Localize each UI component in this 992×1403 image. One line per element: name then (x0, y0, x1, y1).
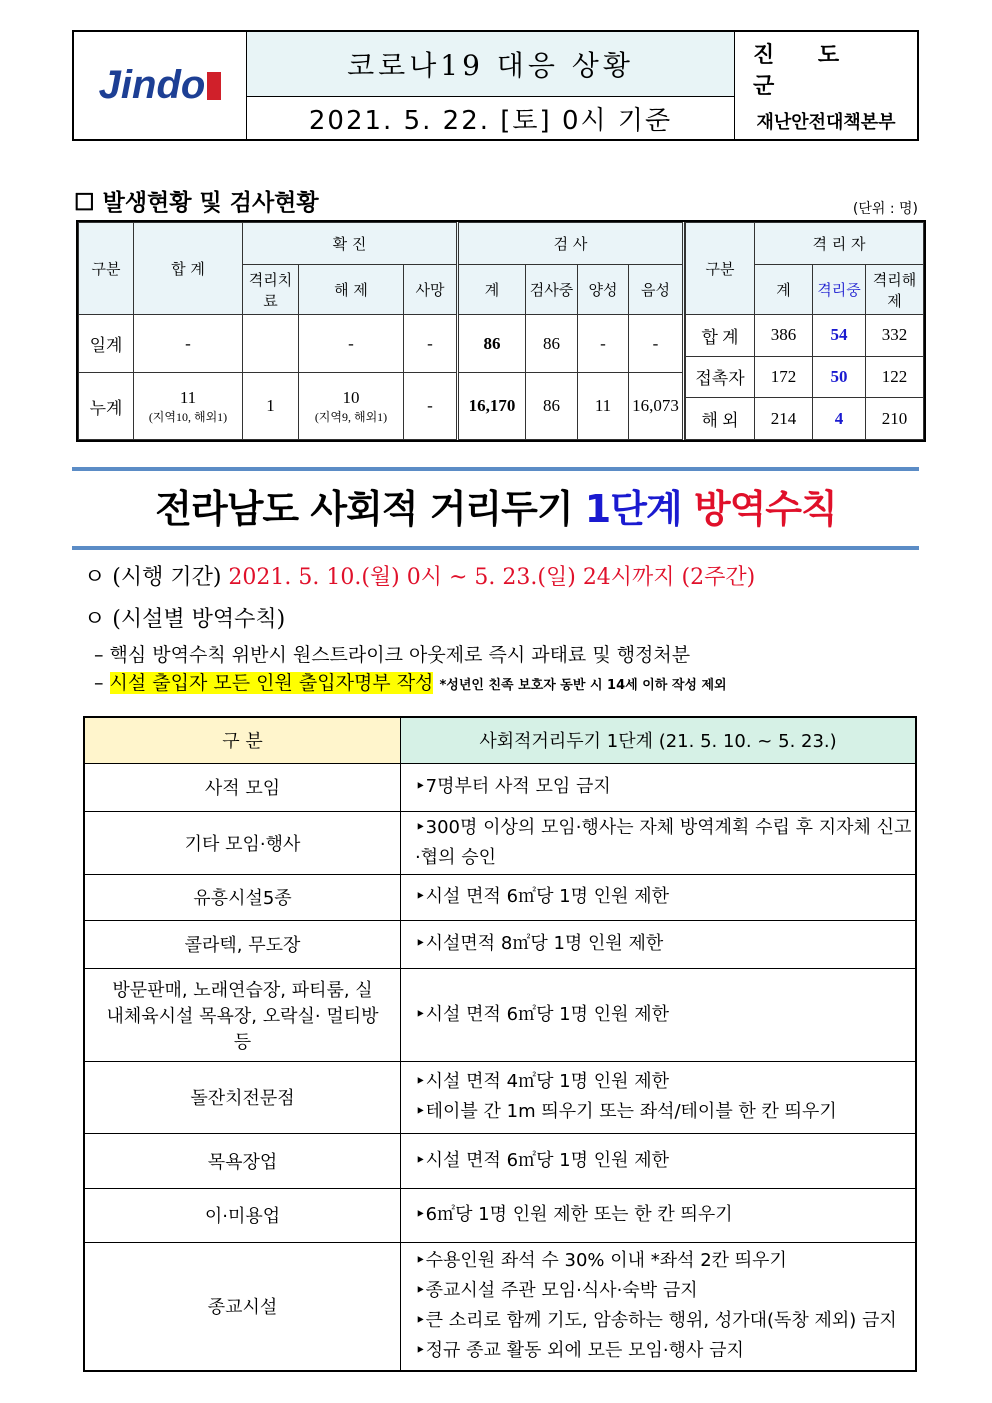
rule-item: ‣7명부터 사적 모임 금지 (415, 776, 611, 797)
category-cell: 방문판매, 노래연습장, 파티룸, 실내체육시설 목욕장, 오락실· 멀티방 등 (84, 968, 401, 1061)
cell: - (299, 315, 404, 373)
divider (72, 546, 919, 550)
category-cell: 유흥시설5종 (84, 874, 401, 920)
rule-item: ‣큰 소리로 함께 기도, 암송하는 행위, 성가대(독창 제외) 금지 (415, 1310, 897, 1332)
cell: 합 계 (686, 315, 755, 357)
main-title (0, 478, 992, 533)
cell: 4 (813, 398, 866, 440)
cell: 332 (866, 315, 924, 357)
table-row (686, 398, 924, 440)
rule-item: ‣시설 면적 4㎡당 1명 인원 제한 (415, 1071, 670, 1092)
cell: - (134, 315, 243, 373)
logo-mark-icon (207, 72, 221, 100)
cell: 50 (813, 356, 866, 398)
category-cell: 기타 모임·행사 (84, 811, 401, 874)
period-value: 2021. 5. 10.(월) 0시 ~ 5. 23.(일) 24시까지 (2주간) (228, 565, 756, 590)
category-cell: 목욕장업 (84, 1133, 401, 1188)
rule-item: ‣6㎡당 1명 인원 제한 또는 한 칸 띄우기 (415, 1204, 733, 1225)
logo-text: Jindo (98, 63, 206, 107)
period-line (84, 560, 755, 591)
th: 음성 (629, 265, 684, 315)
th: 격리중 (813, 265, 866, 315)
cell: 16,170 (458, 373, 526, 440)
rule-cell (401, 1133, 917, 1188)
th: 합 계 (134, 223, 243, 315)
jindo-logo (74, 32, 247, 139)
rule-item: ‣수용인원 좌석 수 30% 이내 *좌석 2칸 띄우기 (415, 1250, 787, 1272)
table-row (686, 315, 924, 357)
cell (243, 315, 299, 373)
th: 격 리 자 (755, 223, 924, 265)
period-label: ㅇ (시행 기간) (84, 565, 229, 590)
table-row (84, 811, 916, 874)
category-cell: 종교시설 (84, 1242, 401, 1371)
th: 격리해제 (866, 265, 924, 315)
rule-item: ‣정규 종교 활동 외에 모든 모임·행사 금지 (415, 1340, 744, 1362)
rule-cell (401, 811, 917, 874)
th: 검 사 (458, 223, 684, 265)
value: 11 (179, 387, 197, 407)
cell: 접촉자 (686, 356, 755, 398)
rule-cell (401, 874, 917, 920)
cell: 1 (243, 373, 299, 440)
th: 사회적거리두기 1단계 (21. 5. 10. ~ 5. 23.) (401, 717, 917, 763)
quarantine-table (685, 222, 924, 440)
th: 구분 (79, 223, 134, 315)
cell: - (404, 315, 458, 373)
th: 구 분 (84, 717, 401, 763)
cell: 16,073 (629, 373, 684, 440)
cell: 54 (813, 315, 866, 357)
rule-cell (401, 763, 917, 811)
table-row (84, 1133, 916, 1188)
th: 격리치료 (243, 265, 299, 315)
note: (지역9, 해외1) (314, 409, 388, 424)
cell: 122 (866, 356, 924, 398)
cell: 86 (458, 315, 526, 373)
note: *성년인 친족 보호자 동반 시 14세 이하 작성 제외 (439, 678, 727, 693)
header-date: 2021. 5. 22. [토] 0시 기준 (308, 105, 673, 136)
rule-cell (401, 1242, 917, 1371)
header-title: 코로나19 대응 상황 (247, 32, 734, 97)
th: 계 (458, 265, 526, 315)
rules-table (83, 716, 917, 1372)
table-row (686, 356, 924, 398)
cell: 210 (866, 398, 924, 440)
rule-cell (401, 1188, 917, 1242)
stats-tables (76, 220, 926, 442)
table-row (84, 968, 916, 1061)
cell (299, 373, 404, 440)
header-box (72, 30, 919, 141)
cell: 86 (526, 373, 578, 440)
org-dept: 재난안전대책본부 (756, 111, 896, 133)
unit-label: (단위 : 명) (852, 201, 918, 217)
facility-label: ㅇ (시설별 방역수칙) (84, 607, 286, 632)
th: 계 (755, 265, 813, 315)
rule-item: ‣300명 이상의 모임·행사는 자체 방역계획 수립 후 지자체 신고·협의 승인 (415, 816, 912, 868)
category-cell: 이·미용업 (84, 1188, 401, 1242)
section-title: ☐ 발생현황 및 검사현황 (74, 189, 319, 216)
cell: - (629, 315, 684, 373)
rule-item: ‣시설 면적 6㎡당 1명 인원 제한 (415, 1003, 670, 1025)
cell: 214 (755, 398, 813, 440)
th: 구분 (686, 223, 755, 315)
rule-cell (401, 968, 917, 1061)
table-row (84, 1061, 916, 1133)
highlight-text: 시설 출입자 모든 인원 출입자명부 작성 (109, 672, 434, 694)
th: 검사중 (526, 265, 578, 315)
rule-item: ‣시설면적 8㎡당 1명 인원 제한 (415, 933, 664, 954)
category-cell: 콜라텍, 무도장 (84, 920, 401, 968)
rule-cell (401, 1061, 917, 1133)
category-cell: 돌잔치전문점 (84, 1061, 401, 1133)
rule-item: ‣시설 면적 6㎡당 1명 인원 제한 (415, 886, 670, 907)
cell: 해 외 (686, 398, 755, 440)
value: 10 (342, 387, 360, 407)
table-row (79, 373, 684, 440)
cell (134, 373, 243, 440)
cell: - (578, 315, 629, 373)
title-stage: 1단계 (584, 487, 682, 531)
rule-item: ‣시설 면적 6㎡당 1명 인원 제한 (415, 1149, 670, 1171)
rule-item: ‣종교시설 주관 모임·식사·숙박 금지 (415, 1280, 698, 1302)
cell: - (404, 373, 458, 440)
facility-line2: – 시설 출입자 모든 인원 출입자명부 작성 *성년인 친족 보호자 동반 시 14세 이하 작성 제외 (94, 672, 727, 694)
cell: 172 (755, 356, 813, 398)
th: 사망 (404, 265, 458, 315)
th: 확 진 (243, 223, 458, 265)
title-part: 방역수칙 (681, 487, 837, 531)
rule-cell (401, 920, 917, 968)
table-row (84, 763, 916, 811)
table-row (84, 1188, 916, 1242)
facility-line1: – 핵심 방역수칙 위반시 원스트라이크 아웃제로 즉시 과태료 및 행정처분 (94, 644, 691, 666)
stats-table (78, 222, 685, 440)
org-name: 진 도 군 (753, 41, 858, 99)
rule-item: ‣테이블 간 1m 띄우기 또는 좌석/테이블 한 칸 띄우기 (415, 1101, 837, 1122)
note: (지역10, 해외1) (148, 409, 228, 424)
table-row (84, 1242, 916, 1371)
table-row (84, 874, 916, 920)
cell: 86 (526, 315, 578, 373)
divider (72, 467, 919, 471)
cell: 11 (578, 373, 629, 440)
table-row (84, 920, 916, 968)
table-row (79, 315, 684, 373)
th: 양성 (578, 265, 629, 315)
th: 해 제 (299, 265, 404, 315)
cell: 일계 (79, 315, 134, 373)
cell: 누계 (79, 373, 134, 440)
cell: 386 (755, 315, 813, 357)
category-cell: 사적 모임 (84, 763, 401, 811)
title-part: 전라남도 사회적 거리두기 (155, 487, 585, 531)
